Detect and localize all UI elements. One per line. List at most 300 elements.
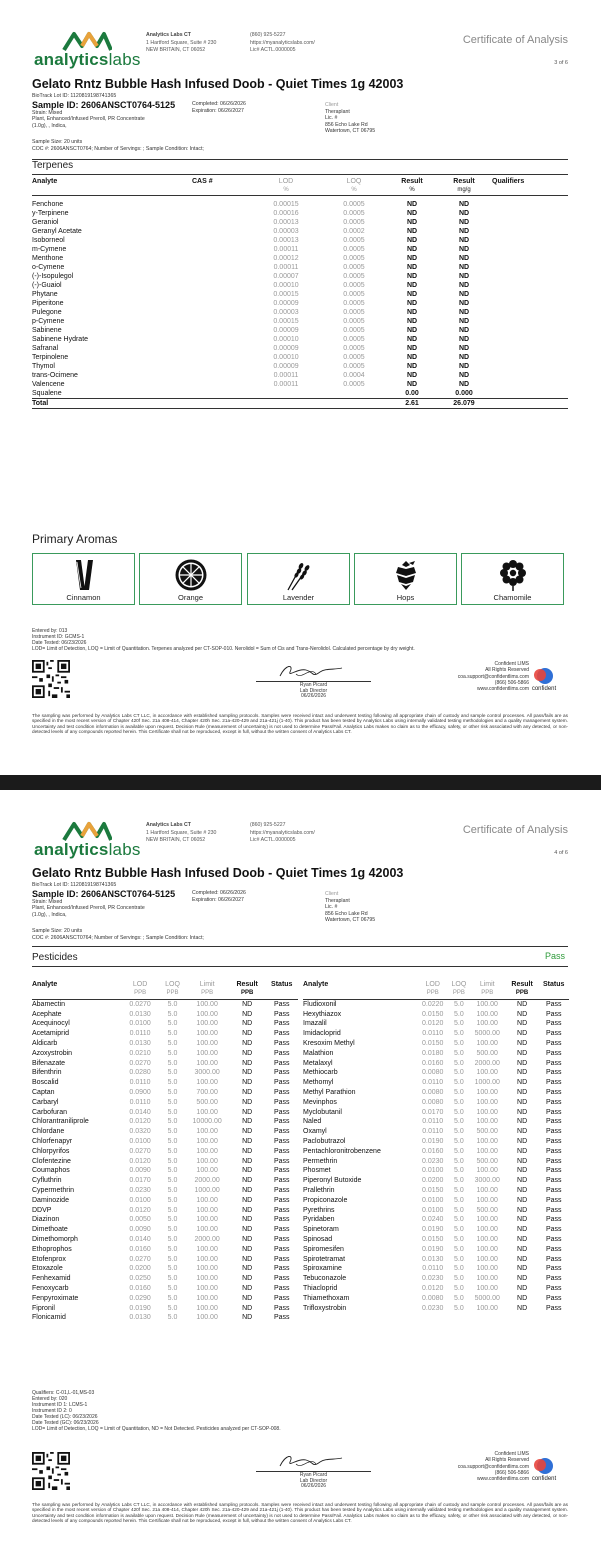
col-result-pct: Result xyxy=(401,178,423,185)
lod-value: 0.0130 xyxy=(129,1010,151,1018)
loq-value: 5.0 xyxy=(167,1020,178,1028)
loq-value: 5.0 xyxy=(454,1235,464,1243)
col-result: Result xyxy=(511,981,533,988)
limit-value: 100.00 xyxy=(476,1020,498,1028)
lod-value: 0.0110 xyxy=(422,1265,444,1273)
lod-value: 0.0130 xyxy=(129,1039,151,1047)
loq-value: 0.0005 xyxy=(343,345,365,353)
loq-value: 0.0005 xyxy=(343,354,365,362)
lod-value: 0.0160 xyxy=(129,1245,151,1253)
unit-lod: PPB xyxy=(121,989,160,999)
loq-value: 0.0004 xyxy=(343,372,365,380)
lod-value: 0.0110 xyxy=(129,1098,151,1106)
terpene-row xyxy=(32,290,568,299)
analyte-name: Cypermethrin xyxy=(32,1186,75,1194)
lims-phone: (866) 506-5866 xyxy=(494,1469,529,1476)
limit-value: 10000.00 xyxy=(192,1118,222,1126)
limit-value: 100.00 xyxy=(196,1039,218,1047)
lod-value: 0.0230 xyxy=(422,1157,444,1165)
result-mg: ND xyxy=(458,218,470,226)
col-limit: Limit xyxy=(479,981,495,988)
limit-value: 3000.00 xyxy=(474,1177,500,1185)
loq-value: 5.0 xyxy=(167,1275,178,1283)
loq-value: 5.0 xyxy=(167,1108,178,1116)
lod-value: 0.0100 xyxy=(129,1020,151,1028)
status-value: Pass xyxy=(545,1216,562,1224)
pesticide-row xyxy=(32,1117,298,1127)
lims-line: All Rights Reserved xyxy=(485,667,529,674)
terpene-row xyxy=(32,218,568,227)
status-value: Pass xyxy=(273,1030,290,1038)
pesticide-row xyxy=(303,1166,569,1176)
pesticides-table-left xyxy=(32,980,298,1323)
analyte-name: Boscalid xyxy=(32,1079,59,1087)
result-pct: ND xyxy=(406,236,418,244)
analyte-name: Tebuconazole xyxy=(303,1275,347,1283)
result-pct: ND xyxy=(406,300,418,308)
client-address: 856 Echo Lake Rd xyxy=(325,121,368,128)
result-pct: ND xyxy=(406,345,418,353)
lab-address: Analytics Labs CT 1 Hartford Square, Suite # 230 NEW BRITAIN, CT 06052 xyxy=(146,32,217,53)
limit-value: 100.00 xyxy=(196,1255,218,1263)
loq-value: 5.0 xyxy=(167,1314,178,1322)
cas-value xyxy=(192,290,252,299)
analyte-name: p-Cymene xyxy=(32,318,65,326)
status-value: Pass xyxy=(273,1206,290,1214)
result-value: ND xyxy=(517,1265,528,1273)
analyte-name: Spinetoram xyxy=(303,1226,339,1234)
result-value: ND xyxy=(242,1226,253,1234)
unit-limit: PPB xyxy=(469,989,506,999)
cas-value xyxy=(192,200,252,209)
orange-icon xyxy=(174,558,208,592)
status-value: Pass xyxy=(545,1010,562,1018)
col-qualifiers: Qualifiers xyxy=(492,178,525,185)
analyte-name: Sabinene Hydrate xyxy=(32,336,89,344)
result-pct: ND xyxy=(406,227,418,235)
limit-value: 100.00 xyxy=(196,1010,218,1018)
col-loq: LOQ xyxy=(165,981,180,988)
completed-date: Completed: 06/26/2026 xyxy=(192,101,246,107)
form: (1.0g), , Indica, xyxy=(32,911,67,918)
lod-value: 0.0170 xyxy=(129,1177,151,1185)
result-pct: ND xyxy=(406,318,418,326)
lod-value: 0.0100 xyxy=(129,1196,151,1204)
pesticide-row xyxy=(32,1127,298,1137)
confident-logo-icon xyxy=(533,667,553,685)
lims-line: Confident LIMS xyxy=(494,661,529,667)
expiration-date: Expiration: 06/26/2027 xyxy=(192,107,244,114)
lod-value: 0.00012 xyxy=(273,254,299,262)
qualifier-value xyxy=(492,326,568,335)
qualifier-value xyxy=(492,227,568,236)
lod-value: 0.0100 xyxy=(422,1206,444,1214)
pesticide-row xyxy=(32,1313,298,1323)
pesticide-row xyxy=(32,1088,298,1098)
limit-value: 2000.00 xyxy=(194,1235,220,1243)
lod-value: 0.0270 xyxy=(129,1255,151,1263)
lod-value: 0.0080 xyxy=(422,1294,444,1302)
lod-value: 0.0120 xyxy=(422,1020,444,1028)
result-value: ND xyxy=(242,1000,253,1008)
result-value: ND xyxy=(242,1039,253,1047)
analyte-name: Acequinocyl xyxy=(32,1020,70,1028)
loq-value: 5.0 xyxy=(167,1226,178,1234)
analyte-name: Azoxystrobin xyxy=(32,1049,73,1057)
result-value: ND xyxy=(242,1108,253,1116)
completed-date: Completed: 06/26/2026 xyxy=(192,890,246,896)
unit-loq: PPB xyxy=(449,989,469,999)
terpene-row xyxy=(32,272,568,281)
status-value: Pass xyxy=(273,1275,290,1283)
cas-value xyxy=(192,362,252,371)
pesticides-status-badge: Pass xyxy=(544,951,565,961)
status-value: Pass xyxy=(545,1186,562,1194)
cas-value xyxy=(192,281,252,290)
pesticide-row xyxy=(32,1284,298,1294)
client-label: Client xyxy=(325,891,339,897)
loq-value: 0.0005 xyxy=(343,318,365,326)
analyte-name: Chlorfenapyr xyxy=(32,1137,73,1145)
loq-value: 5.0 xyxy=(454,1304,464,1312)
analyte-name: Imidacloprid xyxy=(303,1030,341,1038)
loq-value: 0.0005 xyxy=(343,263,365,271)
signature-block xyxy=(256,660,371,700)
result-pct: ND xyxy=(406,336,418,344)
analyte-name: Etofenprox xyxy=(32,1255,66,1263)
qualifier-value xyxy=(492,308,568,317)
analyte-name: Sabinene xyxy=(32,327,62,335)
status-value: Pass xyxy=(273,1128,290,1136)
aroma-card-hops xyxy=(354,553,457,605)
lod-value: 0.00007 xyxy=(273,272,299,280)
result-value: ND xyxy=(242,1059,253,1067)
terpene-row xyxy=(32,200,568,209)
analyte-name: Myclobutanil xyxy=(303,1108,342,1116)
lod-value: 0.00010 xyxy=(273,281,299,289)
terpene-row xyxy=(32,209,568,218)
pesticide-row xyxy=(32,1304,298,1314)
result-value: ND xyxy=(242,1206,253,1214)
lod-value: 0.0180 xyxy=(422,1049,444,1057)
analyte-name: Fipronil xyxy=(32,1304,55,1312)
result-value: ND xyxy=(517,1020,528,1028)
limit-value: 100.00 xyxy=(476,1265,498,1273)
lod-value: 0.0090 xyxy=(129,1167,151,1175)
result-mg: ND xyxy=(458,381,470,389)
analyte-name: y-Terpinene xyxy=(32,209,69,217)
analyte-name: Kresoxim Methyl xyxy=(303,1039,355,1047)
unit-result: PPB xyxy=(229,989,266,999)
qualifier-value xyxy=(492,299,568,308)
loq-value: 5.0 xyxy=(167,1245,178,1253)
lab-address: Analytics Labs CT 1 Hartford Square, Suite # 230 NEW BRITAIN, CT 06052 xyxy=(146,822,217,843)
status-value: Pass xyxy=(273,1088,290,1096)
loq-value: 5.0 xyxy=(454,1147,464,1155)
pesticide-row xyxy=(32,1225,298,1235)
analyte-name: Oxamyl xyxy=(303,1128,327,1136)
qualifier-value xyxy=(492,281,568,290)
result-value: ND xyxy=(517,1079,528,1087)
analyte-name: Spinosad xyxy=(303,1235,333,1243)
result-mg: ND xyxy=(458,309,470,317)
loq-value: 5.0 xyxy=(454,1030,464,1038)
cas-value xyxy=(192,380,252,389)
result-value: ND xyxy=(242,1245,253,1253)
signed-date: 06/26/2026 xyxy=(300,693,327,700)
lims-info xyxy=(458,661,529,692)
limit-value: 100.00 xyxy=(476,1275,498,1283)
loq-value: 0.0005 xyxy=(343,281,365,289)
limit-value: 500.00 xyxy=(476,1157,498,1165)
lod-value: 0.0200 xyxy=(422,1177,444,1185)
analyte-name: Dimethoate xyxy=(32,1226,68,1234)
client-lic: Lic. # xyxy=(325,115,338,122)
result-pct: ND xyxy=(406,381,418,389)
loq-value: 0.0005 xyxy=(343,218,365,226)
col-lod: LOD xyxy=(132,981,148,988)
limit-value: 700.00 xyxy=(196,1088,218,1096)
loq-value: 5.0 xyxy=(167,1294,178,1302)
analyte-name: Bifenthrin xyxy=(32,1069,62,1077)
col-loq: LOQ xyxy=(451,981,467,988)
pesticide-row xyxy=(32,1059,298,1069)
chamomile-icon xyxy=(496,558,530,592)
loq-value: 5.0 xyxy=(454,1010,464,1018)
limit-value: 100.00 xyxy=(476,1137,498,1145)
confident-wordmark: confident xyxy=(531,686,557,692)
status-value: Pass xyxy=(273,1118,290,1126)
note-line: LOD= Limit of Detection, LOQ = Limit of Quantitation. Terpenes analyzed per CT-SOP-010. Nerolidol = Sum of Cis and Trans-Nerolidol. Calculated percentage by dry weight. xyxy=(32,646,415,652)
limit-value: 100.00 xyxy=(476,1167,498,1175)
page-number: 3 of 6 xyxy=(554,60,568,66)
result-value: ND xyxy=(517,1255,528,1263)
client-name: Theraplant xyxy=(325,108,350,115)
col-analyte: Analyte xyxy=(32,981,58,988)
note-line: Date Tested (GC): 06/23/2026 xyxy=(32,1420,99,1426)
client-address: 856 Echo Lake Rd xyxy=(325,910,368,917)
result-value: ND xyxy=(517,1030,528,1038)
lod-value: 0.0110 xyxy=(422,1079,444,1087)
analyte-name: Safranal xyxy=(32,345,59,353)
analyte-name: o-Cymene xyxy=(32,263,65,271)
pesticide-row xyxy=(32,1274,298,1284)
loq-value: 5.0 xyxy=(454,1275,464,1283)
pesticide-row xyxy=(32,1137,298,1147)
limit-value: 100.00 xyxy=(196,1304,218,1312)
analyte-name: Chlordane xyxy=(32,1128,65,1136)
pesticide-row xyxy=(303,1235,569,1245)
status-value: Pass xyxy=(545,1255,562,1263)
lod-value: 0.0150 xyxy=(422,1010,444,1018)
terpene-row xyxy=(32,245,568,254)
disclaimer-text: The sampling was performed by Analytics Labs CT LLC, in accordance with established sampling protocols. Samples were received intact and underwent testing following all appropriate chain of custody and sample control processes. All pass/fails are as specified in the most recent version of Chapter 420f Sec. 21a 408-414, Chapter 420h Sec. 21a-420-429 and 21a-421j (1-40). This product has been tested by Analytics Labs using internally validated testing methodologies and a quality management system. Uncertainty and test condition information is available upon request. Decision Rule (measurement of uncertainty) is not used to determine Pass/Fail. Analytics Labs makes no claim as to the efficacy, safety, or other risk associated with any detected, or non-detected levels of any compounds reported herein. This Certificate shall not be reproduced, except in full, without the written consent of Analytics Labs CT. xyxy=(32,1502,568,1523)
pesticide-row xyxy=(303,1059,569,1069)
cas-value xyxy=(192,263,252,272)
qualifier-value xyxy=(492,353,568,362)
limit-value: 100.00 xyxy=(196,1314,218,1322)
disclaimer-text: The sampling was performed by Analytics Labs CT LLC, in accordance with established sampling protocols. Samples were received intact and underwent testing following all appropriate chain of custody and sample control processes. All pass/fails are as specified in the most recent version of Chapter 420f Sec. 21a 408-414, Chapter 420h Sec. 21a-420-429 and 21a-421j (1-40). This product has been tested by Analytics Labs using internally validated testing methodologies and a quality management system. Uncertainty and test condition information is available upon request. Decision Rule (measurement of uncertainty) is not used to determine Pass/Fail. Analytics Labs makes no claim as to the efficacy, safety, or other risk associated with any detected, or non-detected levels of any compounds reported herein. This Certificate shall not be reproduced, except in full, without the written consent of Analytics Labs CT. xyxy=(32,713,568,734)
loq-value: 5.0 xyxy=(167,1098,178,1106)
loq-value: 5.0 xyxy=(454,1186,464,1194)
section-rule xyxy=(32,159,568,160)
result-mg: ND xyxy=(458,281,470,289)
lod-value: 0.00015 xyxy=(273,290,299,298)
lims-url: www.confidentlims.com xyxy=(477,686,529,693)
analyte-name: Squalene xyxy=(32,390,62,398)
strain: Strain: Mixed xyxy=(32,109,63,116)
cas-value xyxy=(192,317,252,326)
lod-value: 0.0160 xyxy=(422,1147,444,1155)
limit-value: 100.00 xyxy=(196,1265,218,1273)
terpenes-body xyxy=(32,196,568,409)
pesticide-row xyxy=(303,1127,569,1137)
lod-value: 0.00015 xyxy=(273,318,299,326)
lod-value: 0.0270 xyxy=(129,1000,151,1008)
cas-value xyxy=(192,227,252,236)
loq-value: 5.0 xyxy=(454,1284,464,1292)
result-value: ND xyxy=(517,1216,528,1224)
qualifier-value xyxy=(492,362,568,371)
pesticide-row xyxy=(303,1245,569,1255)
loq-value: 5.0 xyxy=(167,1010,178,1018)
lod-value: 0.0230 xyxy=(422,1275,444,1283)
qualifier-value xyxy=(492,344,568,353)
analyte-name: Carbofuran xyxy=(32,1108,68,1116)
lod-value xyxy=(252,399,320,409)
status-value: Pass xyxy=(545,1137,562,1145)
aroma-label: Chamomile xyxy=(493,593,532,602)
lod-value: 0.0190 xyxy=(129,1304,151,1312)
pesticide-row xyxy=(32,1176,298,1186)
status-value: Pass xyxy=(545,1147,562,1155)
pesticide-row xyxy=(303,1088,569,1098)
col-limit: Limit xyxy=(199,981,215,988)
limit-value: 500.00 xyxy=(196,1098,218,1106)
result-value: ND xyxy=(517,1098,528,1106)
qualifier-value xyxy=(492,399,568,409)
status-value: Pass xyxy=(273,1098,290,1106)
lod-value: 0.0320 xyxy=(129,1128,151,1136)
loq-value: 5.0 xyxy=(454,1137,464,1145)
lod-value: 0.0120 xyxy=(422,1284,444,1292)
loq-value: 5.0 xyxy=(167,1030,178,1038)
analyte-name: Piperitone xyxy=(32,300,64,308)
col-analyte: Analyte xyxy=(32,178,58,185)
loq-value: 0.0002 xyxy=(343,227,365,235)
coc-text: COC #: 2606ANSCT0764; Number of Servings: ; Sample Condition: Intact; xyxy=(32,934,204,941)
lod-value: 0.0110 xyxy=(422,1118,444,1126)
section-title-terpenes: Terpenes xyxy=(32,160,74,171)
sample-info xyxy=(32,93,572,173)
expiration-date: Expiration: 06/26/2027 xyxy=(192,896,244,903)
note-line: Instrument ID 2: 0 xyxy=(32,1408,72,1414)
result-value: ND xyxy=(242,1294,253,1302)
result-mg: 0.000 xyxy=(455,390,473,398)
analyte-name: Naled xyxy=(303,1118,322,1126)
lod-value: 0.00016 xyxy=(273,209,299,217)
result-value: ND xyxy=(517,1186,528,1194)
total-label: Total xyxy=(32,399,192,409)
status-value: Pass xyxy=(273,1137,290,1145)
unit-lod: % xyxy=(252,186,320,196)
lod-value: 0.0280 xyxy=(129,1069,151,1077)
cas-value xyxy=(192,218,252,227)
lod-value: 0.0110 xyxy=(129,1079,151,1087)
analyte-name: Metalaxyl xyxy=(303,1059,333,1067)
pesticide-row xyxy=(303,1215,569,1225)
loq-value: 5.0 xyxy=(167,1177,178,1185)
result-pct: ND xyxy=(406,218,418,226)
analyte-name: Acetamiprid xyxy=(32,1030,69,1038)
limit-value: 100.00 xyxy=(196,1059,218,1067)
units-row xyxy=(32,186,568,196)
signer-role: Lab Director xyxy=(299,1477,328,1484)
analyte-name: Isoborneol xyxy=(32,236,65,244)
cas-value xyxy=(192,353,252,362)
qualifier-value xyxy=(492,200,568,209)
analyte-name: Phytane xyxy=(32,290,58,298)
result-value: ND xyxy=(242,1157,253,1165)
limit-value: 100.00 xyxy=(476,1235,498,1243)
lod-value: 0.0160 xyxy=(129,1284,151,1292)
loq-value: 5.0 xyxy=(167,1255,178,1263)
result-value: ND xyxy=(242,1255,253,1263)
result-pct: ND xyxy=(406,272,418,280)
document-title: Certificate of Analysis xyxy=(462,34,568,46)
pesticide-row xyxy=(32,1108,298,1118)
pesticide-row xyxy=(32,1264,298,1274)
pesticide-row xyxy=(303,1010,569,1020)
client-info xyxy=(325,102,375,135)
result-value: ND xyxy=(242,1147,253,1155)
status-value: Pass xyxy=(273,1314,290,1322)
confident-logo-icon xyxy=(533,1457,553,1475)
result-value: ND xyxy=(242,1118,253,1126)
pesticide-row xyxy=(303,999,569,1009)
pesticides-body-left xyxy=(32,999,298,1323)
result-value: ND xyxy=(517,1049,528,1057)
lod-value: 0.00009 xyxy=(273,300,299,308)
qualifier-value xyxy=(492,209,568,218)
status-value: Pass xyxy=(545,1039,562,1047)
col-lod: LOD xyxy=(278,178,294,185)
lod-value: 0.00009 xyxy=(273,327,299,335)
status-value: Pass xyxy=(273,1216,290,1224)
page-header xyxy=(32,818,568,864)
analyte-name: Clofentezine xyxy=(32,1157,71,1165)
cas-value xyxy=(192,326,252,335)
loq-value: 5.0 xyxy=(454,1226,464,1234)
loq-value: 0.0005 xyxy=(343,200,365,208)
pesticide-row xyxy=(303,1078,569,1088)
note-line: LOD= Limit of Detection, LOQ = Limit of Quantitation, ND = Not Detected. Pesticides analyzed per CT-SOP-008. xyxy=(32,1426,281,1432)
result-value: ND xyxy=(517,1000,528,1008)
lod-value: 0.00011 xyxy=(273,263,299,271)
limit-value: 100.00 xyxy=(476,1226,498,1234)
cas-value xyxy=(192,399,252,409)
analyte-name: Pyridaben xyxy=(303,1216,335,1224)
analyte-name: Acephate xyxy=(32,1010,62,1018)
hops-icon xyxy=(389,558,423,592)
pesticide-row xyxy=(32,1186,298,1196)
terpene-row xyxy=(32,344,568,353)
lims-line: Confident LIMS xyxy=(494,1451,529,1457)
col-status: Status xyxy=(543,981,565,988)
units-row xyxy=(303,989,569,999)
terpene-notes xyxy=(32,628,415,652)
terpene-row xyxy=(32,389,568,399)
